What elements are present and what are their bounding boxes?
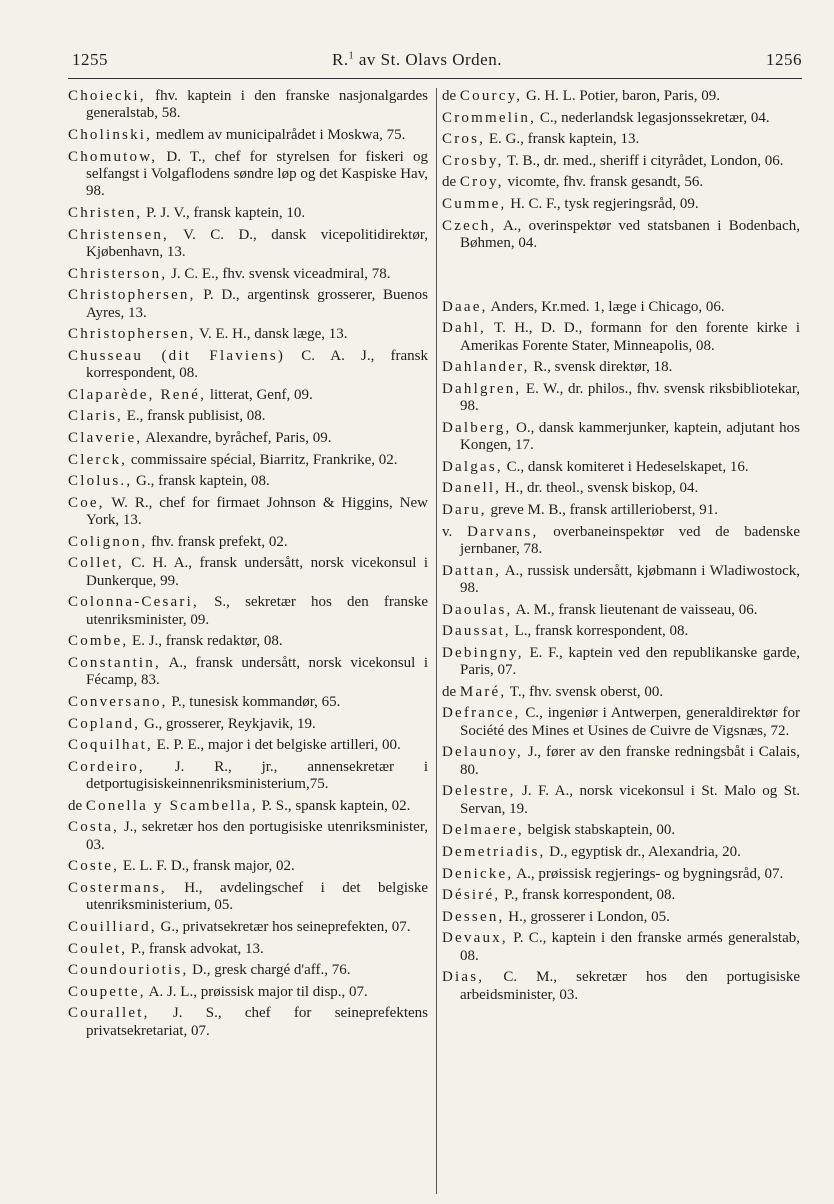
register-entry <box>442 623 800 640</box>
entry-name: Claverie, <box>68 429 143 446</box>
register-entry <box>68 633 428 650</box>
entry-name: Dahl, <box>442 320 486 337</box>
register-entry <box>442 359 800 376</box>
entry-description: P., fransk advokat, 13. <box>127 940 264 957</box>
entry-description: V. C. D., dansk vicepolitidirektør, Kjøbenhavn, 13. <box>86 226 428 260</box>
entry-name: Clerck, <box>68 451 128 468</box>
entry-description: G. H. L. Potier, baron, Paris, 09. <box>522 88 720 104</box>
entry-name: Dahlgren, <box>442 380 522 397</box>
entry-prefix: de <box>442 88 460 104</box>
entry-description: A. M., fransk lieutenant de vaisseau, 06. <box>512 601 758 618</box>
entry-description: E. F., kaptein ved den republikanske garde, Paris, 07. <box>460 644 800 679</box>
entry-description: A., prøissisk regjerings- og bygningsråd, 07. <box>513 865 784 882</box>
entry-name: Danell, <box>442 480 502 497</box>
entry-name: Coulet, <box>68 940 128 957</box>
entry-name: Cumme, <box>442 195 507 212</box>
entry-name: Christophersen, <box>68 287 196 304</box>
entry-description: P. J. V., fransk kaptein, 10. <box>142 205 306 221</box>
entry-description: V. E. H., dansk læge, 13. <box>195 326 348 343</box>
entry-name: Costermans, <box>68 879 167 896</box>
entry-name: Coundouriotis, <box>68 962 189 979</box>
entry-name: Debingny, <box>442 644 524 661</box>
entry-name: Cholinski, <box>68 127 153 143</box>
register-entry <box>68 266 428 283</box>
register-entry <box>442 381 800 416</box>
entry-name: Christen, <box>68 205 143 221</box>
title-prefix: R. <box>332 50 349 69</box>
running-title <box>0 50 834 70</box>
entry-name: Defrance, <box>442 705 521 722</box>
entry-name: Dalberg, <box>442 419 512 436</box>
entry-description: E. G., fransk kaptein, 13. <box>485 131 640 148</box>
entry-name: Dias, <box>442 969 485 986</box>
entry-description: H., avdelingschef i det belgiske utenriksministerium, 05. <box>86 879 428 914</box>
entry-name: Constantin, <box>68 654 161 671</box>
register-entry <box>68 594 428 629</box>
entry-name: Croy, <box>459 174 504 191</box>
entry-description: C., ingeniør i Antwerpen, generaldirektør for Société des Mines et Usines de Cuivre de Vigsnæs, 72. <box>460 705 800 739</box>
register-entry <box>68 984 428 1001</box>
entry-description: E. J., fransk redaktør, 08. <box>128 633 283 650</box>
entry-description: P. S., spansk kaptein, 02. <box>257 797 411 814</box>
entry-description: E. P. E., major i det belgiske artilleri, 00. <box>152 737 401 754</box>
entry-description: E. L. F. D., fransk major, 02. <box>119 858 295 875</box>
entry-name: Combe, <box>68 633 129 650</box>
entry-name: Daae, <box>442 298 488 315</box>
register-entry <box>442 563 800 598</box>
entry-name: Christerson, <box>68 265 168 282</box>
entry-name: Claris, <box>68 408 123 425</box>
entry-description: E. W., dr. philos., fhv. svensk riksbibliotekar, 98. <box>460 380 800 415</box>
register-entry <box>442 645 800 680</box>
register-entry <box>442 153 800 170</box>
page-number-right: 1256 <box>766 50 802 69</box>
register-entry <box>442 909 800 926</box>
entry-description: E., fransk publisist, 08. <box>122 408 266 425</box>
register-entry <box>68 798 428 815</box>
entry-description: C., dansk komiteret i Hedeselskapet, 16. <box>502 458 749 475</box>
register-entry <box>442 844 800 861</box>
register-entry <box>68 534 428 551</box>
entry-prefix: de <box>442 174 460 191</box>
entry-name: Daoulas, <box>442 601 513 618</box>
entry-description: J. S., chef for seineprefektens privatsekretariat, 07. <box>86 1005 428 1039</box>
entry-name: Denicke, <box>442 865 514 882</box>
entry-name: Crosby, <box>442 152 504 169</box>
entry-name: Choiecki, <box>68 88 146 104</box>
register-entry <box>68 941 428 958</box>
entry-name: Colignon, <box>68 533 148 550</box>
entry-description: A., overinspektør ved statsbanen i Bodenbach, Bøhmen, 04. <box>460 217 800 251</box>
register-entry <box>442 131 800 148</box>
register-entry <box>68 759 428 794</box>
entry-name: Daussat, <box>442 623 511 640</box>
entry-description: G., privatsekretær hos seineprefekten, 07. <box>156 918 411 935</box>
entry-name: Demetriadis, <box>442 843 546 860</box>
entry-name: Coe, <box>68 494 105 511</box>
register-entry <box>68 430 428 447</box>
register-entry <box>442 218 800 253</box>
entry-description: T. H., D. D., formann for den forente kirke i Amerikas Forente Stater, Minneapolis, 08. <box>460 320 800 354</box>
entry-name: Dessen, <box>442 908 505 925</box>
entry-description: T. B., dr. med., sheriff i cityrådet, London, 06. <box>503 152 784 169</box>
entry-name: Dattan, <box>442 562 502 579</box>
entry-description: J., fører av den franske redningsbåt i Calais, 80. <box>460 744 800 778</box>
register-entry <box>442 930 800 965</box>
entry-description: belgisk stabskaptein, 00. <box>523 822 676 839</box>
register-entry <box>442 196 800 213</box>
register-entry <box>68 1005 428 1040</box>
entry-name: Conella y Scambella, <box>85 797 258 814</box>
entry-description: J. C. E., fhv. svensk viceadmiral, 78. <box>167 265 391 282</box>
entry-name: Costa, <box>68 819 120 836</box>
register-entry <box>442 420 800 455</box>
entry-name: Claparède, René, <box>68 386 207 403</box>
register-entry <box>442 524 800 559</box>
entry-name: Coupette, <box>68 983 146 1000</box>
page-header <box>0 50 834 80</box>
entry-description: P. C., kaptein i den franske armés generalstab, 08. <box>460 930 800 964</box>
entry-name: Delaunoy, <box>442 744 523 761</box>
entry-prefix: de <box>442 683 460 700</box>
entry-name: Christophersen, <box>68 326 196 343</box>
register-entry <box>68 858 428 875</box>
register-entry <box>442 684 800 701</box>
column-divider <box>436 88 437 1194</box>
entry-description: P., fransk korrespondent, 08. <box>500 887 676 904</box>
register-entry <box>68 452 428 469</box>
register-entry <box>442 969 800 1004</box>
entry-description: R., svensk direktør, 18. <box>529 359 673 376</box>
entry-name: Copland, <box>68 715 141 732</box>
register-entry <box>68 716 428 733</box>
register-entry <box>68 694 428 711</box>
entry-description: Anders, Kr.med. 1, læge i Chicago, 06. <box>487 298 725 315</box>
entry-name: Clolus., <box>68 473 133 490</box>
left-column <box>68 88 428 1044</box>
register-entry <box>442 887 800 904</box>
entry-name: Coste, <box>68 858 120 875</box>
right-column <box>442 88 800 1008</box>
entry-description: litterat, Genf, 09. <box>206 386 313 403</box>
entry-description: C. H. A., fransk undersått, norsk vicekonsul i Dunkerque, 99. <box>86 555 428 589</box>
register-entry <box>442 480 800 497</box>
register-entry <box>442 299 800 316</box>
entry-name: Delestre, <box>442 783 516 800</box>
register-entry <box>442 88 800 105</box>
entry-name: Couilliard, <box>68 918 157 935</box>
entry-description: G., fransk kaptein, 08. <box>132 473 270 490</box>
register-entry <box>442 744 800 779</box>
entry-description: J., sekretær hos den portugisiske utenriksminister, 03. <box>86 819 428 853</box>
register-entry <box>68 88 428 123</box>
register-entry <box>442 602 800 619</box>
entry-name: Conversano, <box>68 693 168 710</box>
entry-description: P. D., argentinsk grosserer, Buenos Ayres, 13. <box>86 287 428 321</box>
register-entry <box>68 387 428 404</box>
entry-name: Coquilhat, <box>68 737 153 754</box>
entry-name: Delmaere, <box>442 822 524 839</box>
entry-description: D., gresk chargé d'aff., 76. <box>188 962 351 979</box>
entry-description: G., grosserer, Reykjavik, 19. <box>140 715 316 732</box>
register-entry <box>442 783 800 818</box>
register-entry <box>68 227 428 262</box>
entry-description: medlem av municipalrådet i Moskwa, 75. <box>152 127 406 143</box>
entry-name: Désiré, <box>442 887 501 904</box>
entry-description: vicomte, fhv. fransk gesandt, 56. <box>503 174 704 191</box>
register-entry <box>68 819 428 854</box>
title-superscript: 1 <box>348 50 355 62</box>
page-number-left: 1255 <box>72 50 108 69</box>
entry-description: H., dr. theol., svensk biskop, 04. <box>501 480 699 497</box>
entry-description: overbaneinspektør ved de badenske jernbaner, 78. <box>460 523 801 557</box>
entry-description: A. J. L., prøissisk major til disp., 07. <box>145 983 368 1000</box>
entry-description: J. F. A., norsk vicekonsul i St. Malo og St. Servan, 19. <box>460 783 800 817</box>
register-entry <box>68 127 428 144</box>
register-entry <box>68 880 428 915</box>
entry-name: Courallet, <box>68 1005 150 1022</box>
entry-prefix: de <box>68 797 86 814</box>
entry-name: Maré, <box>459 683 507 700</box>
register-entry <box>442 866 800 883</box>
entry-description: fhv. kaptein i den franske nasjonalgardes generalstab, 58. <box>86 88 428 122</box>
entry-name: Dahlander, <box>442 359 530 376</box>
register-entry <box>442 320 800 355</box>
header-rule <box>68 78 802 79</box>
entry-name: Cordeiro, <box>68 758 145 775</box>
entry-name: Crommelin, <box>442 109 537 126</box>
register-entry <box>68 737 428 754</box>
register-entry <box>68 919 428 936</box>
register-entry <box>68 326 428 343</box>
entry-description: C. A. J., fransk korrespondent, 08. <box>86 347 428 382</box>
register-entry <box>68 408 428 425</box>
register-entry <box>442 110 800 127</box>
register-entry <box>68 287 428 322</box>
entry-name: Chomutow, <box>68 148 158 165</box>
entry-name: Daru, <box>442 501 487 518</box>
entry-name: Dalgas, <box>442 458 503 475</box>
entry-description: A., russisk undersått, kjøbmann i Wladiwostock, 98. <box>460 562 800 596</box>
entry-description: greve M. B., fransk artillerioberst, 91. <box>486 501 718 518</box>
entry-description: C., nederlandsk legasjonssekretær, 04. <box>536 109 770 126</box>
section-gap <box>442 257 800 299</box>
register-entry <box>442 822 800 839</box>
register-entry <box>68 205 428 222</box>
entry-description: fhv. fransk prefekt, 02. <box>147 533 288 550</box>
entry-description: C. M., sekretær hos den portugisiske arbeidsminister, 03. <box>460 969 800 1003</box>
entry-description: O., dansk kammerjunker, kaptein, adjutant hos Kongen, 17. <box>460 419 800 454</box>
entry-name: Colonna-Cesari, <box>68 594 199 611</box>
entry-description: P., tunesisk kommandør, 65. <box>167 693 341 710</box>
register-entry <box>68 495 428 530</box>
entry-description: D. T., chef for styrelsen for fiskeri og selfangst i Volgaflodens søndre løp og det Kaspiske Hav, 98. <box>86 148 428 200</box>
register-entry <box>68 655 428 690</box>
register-entry <box>68 473 428 490</box>
entry-description: T., fhv. svensk oberst, 00. <box>506 683 664 700</box>
entry-description: commissaire spécial, Biarritz, Frankrike, 02. <box>127 451 398 468</box>
register-entry <box>442 459 800 476</box>
entry-name: Cros, <box>442 131 486 148</box>
entry-name: Collet, <box>68 555 124 572</box>
register-entry <box>442 174 800 191</box>
entry-description: H. C. F., tysk regjeringsråd, 09. <box>506 195 699 212</box>
entry-name: Chusseau (dit Flaviens) <box>68 347 286 364</box>
entry-description: H., grosserer i London, 05. <box>504 908 670 925</box>
entry-name: Courcy, <box>459 88 523 104</box>
entry-name: Darvans, <box>467 523 539 540</box>
title-text: av St. Olavs Orden. <box>354 50 502 69</box>
register-entry <box>68 348 428 383</box>
register-entry <box>68 149 428 201</box>
entry-description: J. R., jr., annensekretær i detportugisiskeinnenriksministerium,75. <box>86 758 428 793</box>
entry-prefix: v. <box>442 523 468 540</box>
right-column-d-entries <box>442 299 800 1005</box>
entry-description: A., fransk undersått, norsk vicekonsul i Fécamp, 83. <box>86 654 428 689</box>
entry-name: Devaux, <box>442 930 508 947</box>
register-entry <box>68 555 428 590</box>
right-column-c-entries <box>442 88 800 252</box>
entry-description: D., egyptisk dr., Alexandria, 20. <box>545 843 741 860</box>
register-entry <box>442 502 800 519</box>
register-entry <box>68 962 428 979</box>
register-entry <box>442 705 800 740</box>
entry-description: W. R., chef for firmaet Johnson & Higgins, New York, 13. <box>86 494 428 529</box>
entry-description: S., sekretær hos den franske utenriksminister, 09. <box>86 594 428 628</box>
entry-description: Alexandre, byråchef, Paris, 09. <box>142 429 332 446</box>
entry-name: Christensen, <box>68 226 169 243</box>
entry-name: Czech, <box>442 217 497 234</box>
entry-description: L., fransk korrespondent, 08. <box>510 623 689 640</box>
